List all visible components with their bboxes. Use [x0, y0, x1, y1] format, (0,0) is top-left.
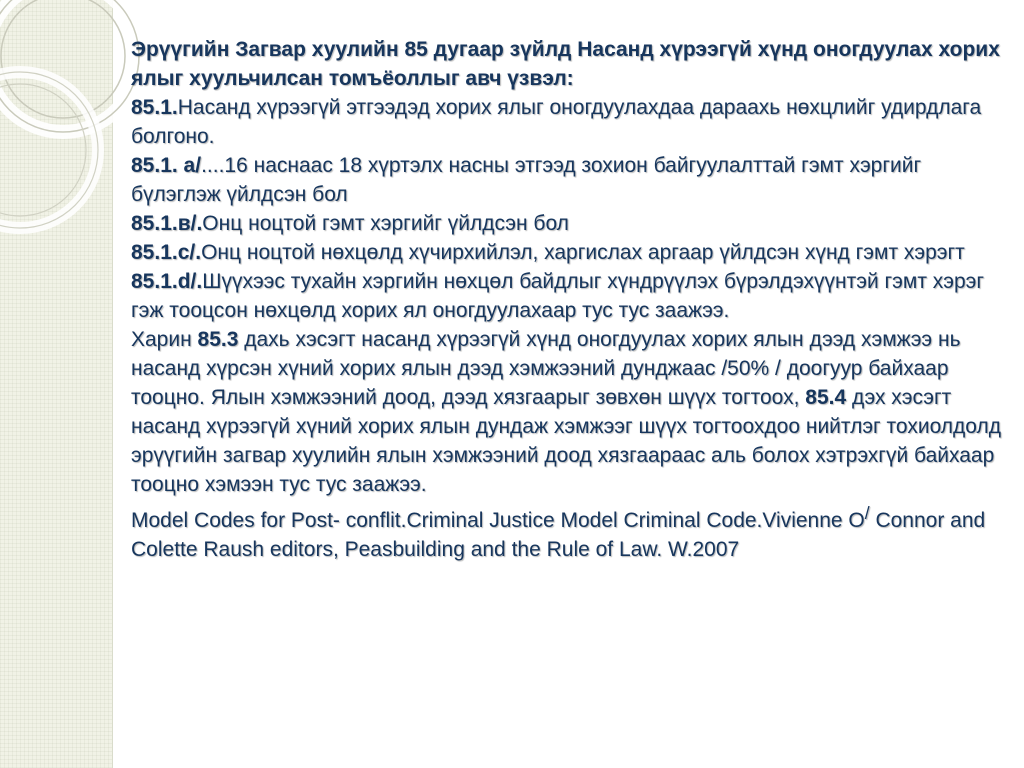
item-number: 85.1.d/. [131, 270, 203, 293]
item-number: 85.1.с/. [131, 241, 202, 264]
closing-text-3: дэх хэсэгт насанд хүрээгүй хүний хорих ялын дундаж хэмжээг шүүх тогтоохдоо нийтлэг тохиолдолд эрүүгийн загвар хуулийн ялын хэмжээний доод хязгаараас аль болох хэтрэхгүй байхаар тооцно хэмээн тус тус заажээ. [131, 386, 1002, 496]
closing-text-2: дахь хэсэгт насанд хүрээгүй хүнд оногдуулах хорих ялын дээд хэмжээ нь насанд хүрсэн хүний хорих ялын дээд хэмжээний дунджаас /50% / доогуур байхаар тооцно. Ялын хэмжээний доод, дээд хязгаарыг зөвхөн шүүх тогтоох, [131, 328, 961, 409]
slide-heading: Эрүүгийн Загвар хуулийн 85 дугаар зүйлд Насанд хүрээгүй хүнд оногдуулах хорих ялыг хуульчилсан томъёоллыг авч үзвэл: [131, 38, 1000, 90]
article-ref-85-4: 85.4 [805, 386, 847, 409]
closing-text-1: Харин [131, 328, 198, 351]
item-number: 85.1. [131, 96, 178, 119]
slide-content [131, 35, 1016, 564]
item-number: 85.1. а/ [131, 154, 202, 177]
article-item-85-1-c [131, 238, 1016, 267]
source-reference [131, 499, 1016, 564]
item-text: Насанд хүрээгүй этгээдэд хорих ялыг оногдуулахдаа дараахь нөхцлийг удирдлага болгоно. [131, 96, 982, 148]
item-text: Шүүхээс тухайн хэргийн нөхцөл байдлыг хүндрүүлэх бүрэлдэхүүнтэй гэмт хэрэг гэж тооцсон нөхцөлд хорих ял оногдуулахаар тус тус заажээ. [131, 270, 985, 322]
item-text: Онц ноцтой гэмт хэргийг үйлдсэн бол [202, 212, 569, 235]
closing-paragraph [131, 325, 1016, 499]
reference-text-2: Connor and Colette Raush editors, Peasbuilding and the Rule of Law. W.2007 [131, 509, 986, 561]
item-number: 85.1.в/. [131, 212, 203, 235]
article-item-85-1-d [131, 267, 1016, 325]
item-text: ....16 наснаас 18 хүртэлх насны этгээд зохион байгуулалттай гэмт хэргийг бүлэглэж үйлдсэн бол [131, 154, 922, 206]
article-ref-85-3: 85.3 [197, 328, 239, 351]
reference-superscript: / [864, 503, 870, 523]
item-text: Онц ноцтой нөхцөлд хүчирхийлэл, харгислах аргаар үйлдсэн хүнд гэмт хэрэгт [201, 241, 965, 264]
article-item-85-1-a [131, 151, 1016, 209]
article-item-85-1-v [131, 209, 1016, 238]
article-item-85-1 [131, 93, 1016, 151]
reference-text-1: Model Codes for Post- conflit.Criminal Justice Model Criminal Code.Vivienne O [131, 509, 865, 532]
